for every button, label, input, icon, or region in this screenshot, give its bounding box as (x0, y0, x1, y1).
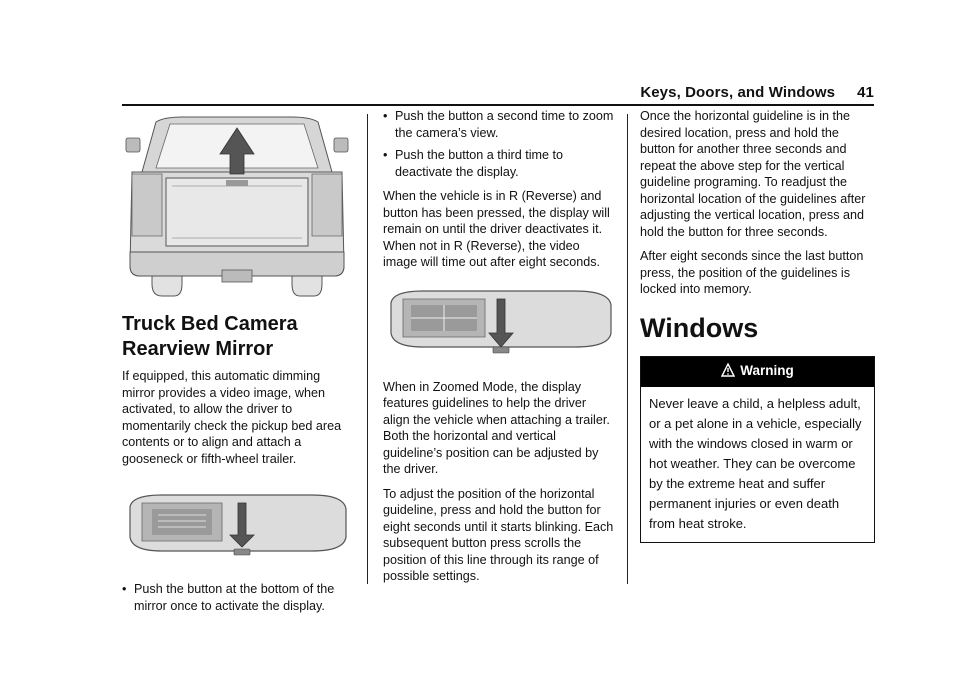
bullet-list (122, 581, 352, 614)
warning-triangle-icon (721, 363, 735, 380)
mirror-figure-2 (383, 285, 616, 367)
warning-box (640, 356, 875, 543)
section-title: Keys, Doors, and Windows (640, 84, 836, 101)
warning-header (641, 357, 874, 387)
paragraph: Once the horizontal guideline is in the desired location, press and hold the button for another three seconds and repeat the above step for the vertical guideline programing. To readjust the horizontal location of the guidelines after adjusting the vertical location, press and hold the button for three seconds. (640, 109, 866, 239)
page-number: 41 (857, 84, 874, 101)
warning-title: Warning (740, 362, 794, 378)
bullet-text: Push the button at the bottom of the mirror once to activate the display. (134, 582, 335, 613)
paragraph: When the vehicle is in R (Reverse) and button has been pressed, the display will remain on until the driver deactivates it. When not in R (Reverse), the video image will time out after eight seconds. (383, 189, 610, 269)
paragraph: When in Zoomed Mode, the display features guidelines to help the driver align the vehicle when attaching a trailer. Both the horizontal and vertical guideline’s position can be adjusted by the driver. (383, 379, 610, 476)
section-heading: Truck Bed Camera Rearview Mirror (122, 313, 298, 360)
list-item: • Push the button a third time to deactivate the display. (383, 148, 564, 179)
list-item: • Push the button at the bottom of the mirror once to activate the display. (122, 582, 335, 613)
paragraph: After eight seconds since the last button press, the position of the guidelines is locked into memory. (640, 249, 864, 296)
paragraph: To adjust the position of the horizontal guideline, press and hold the button for eight seconds until it starts blinking. Each subsequent button press scrolls the position of this line through its range of possible settings. (383, 486, 614, 583)
bullet-list (383, 108, 616, 180)
bullet-text: Push the button a third time to deactivate the display. (395, 148, 564, 179)
warning-body (641, 387, 874, 542)
column-divider (367, 114, 368, 584)
mirror-figure-1 (122, 489, 352, 569)
column-divider (627, 114, 628, 584)
column-3 (640, 109, 875, 543)
intro-paragraph: If equipped, this automatic dimming mirror provides a video image, when activated, to allow the driver to momentarily check the pickup bed area contents or to align and attach a gooseneck or fifth-wheel trailer. (122, 369, 342, 466)
windows-heading: Windows (640, 312, 759, 343)
warning-text: Never leave a child, a helpless adult, or a pet alone in a vehicle, especially with the windows closed in warm or hot weather. They can be overcome by the extreme heat and suffer permanent injuries or even death from heat stroke. (649, 395, 862, 531)
running-header (640, 84, 874, 101)
bullet-text: Push the button a second time to zoom the camera’s view. (395, 109, 614, 140)
column-2 (383, 109, 616, 593)
truck-rear-figure (122, 116, 352, 300)
column-1 (122, 116, 352, 622)
header-rule (122, 104, 874, 106)
list-item: • Push the button a second time to zoom the camera’s view. (383, 109, 614, 140)
